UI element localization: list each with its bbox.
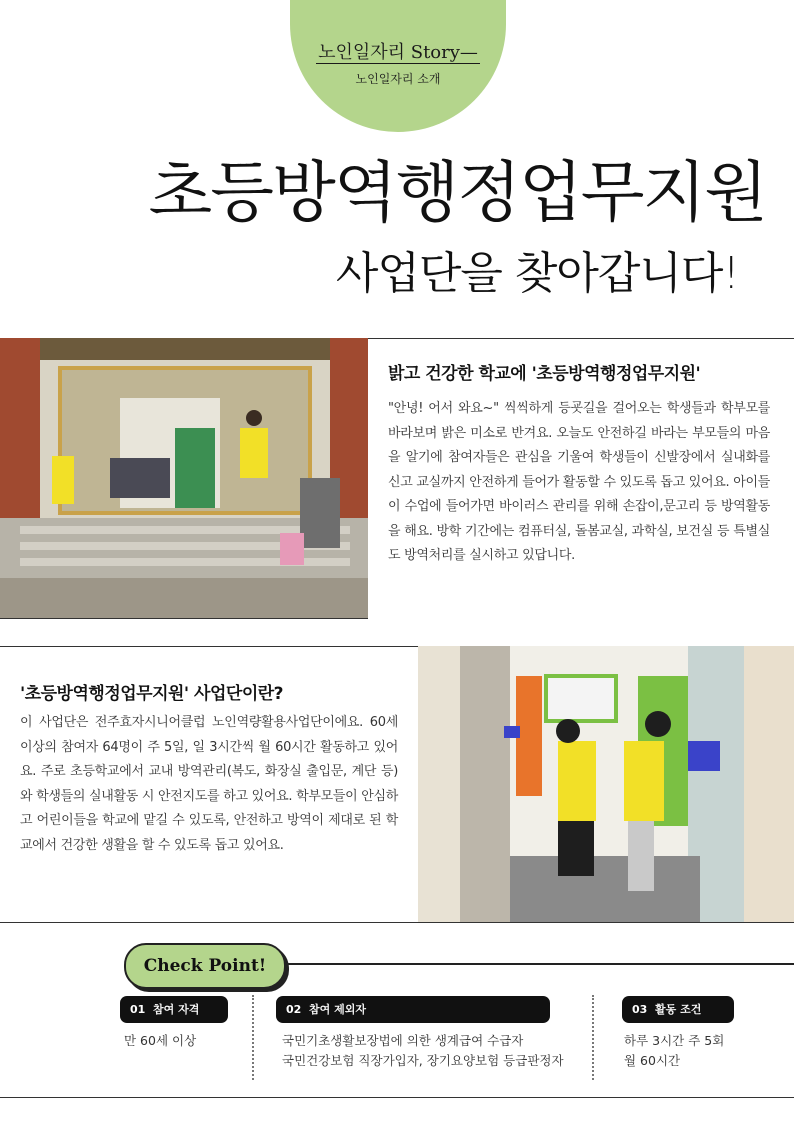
- section1-heading: 밝고 건강한 학교에 '초등방역행정업무지원': [388, 364, 701, 384]
- page-subtitle: 사업단을 찾아갑니다!: [335, 248, 739, 299]
- page-title: 초등방역행정업무지원: [148, 154, 766, 231]
- checkpoint-divider: [252, 995, 254, 1080]
- series-subtitle: 노인일자리 소개: [355, 72, 441, 86]
- checkpoint-line: [285, 963, 794, 965]
- school-entrance-photo: [0, 338, 368, 618]
- divider: [0, 646, 418, 647]
- divider: [368, 338, 794, 339]
- checkpoint-tag-1: 01 참여 자격: [120, 996, 228, 1023]
- section1-body: "안녕! 어서 와요~" 씩씩하게 등굣길을 걸어오는 학생들과 학부모를 바라보며 밝은 미소로 반겨요. 오늘도 안전하길 바라는 부모들의 마음을 알기에 참여자들은 관심을 기울여 학생들이 신발장에서 실내화를 신고 교실까지 안전하게 들어가 활동할 수 있도록 돕고 있어요. 아이들이 수업에 들어가면 바이러스 관리를 위해 손잡이,문고리 등 방역활동을 해요. 방학 기간에는 컴퓨터실, 돌봄교실, 과학실, 보건실 등 특별실도 방역처리를 실시하고 있답니다.: [388, 401, 770, 563]
- checkpoint-tag-2: 02 참여 제외자: [276, 996, 550, 1023]
- checkpoint-text-3: 하루 3시간 주 5회 월 60시간: [624, 1033, 725, 1068]
- checkpoint-divider: [592, 995, 594, 1080]
- checkpoint-text-2: 국민기초생활보장법에 의한 생계급여 수급자 국민건강보험 직장가입자, 장기요양보험 등급판정자: [282, 1033, 564, 1068]
- checkpoint-tag-3: 03 활동 조건: [622, 996, 734, 1023]
- header-badge: [290, 0, 506, 132]
- series-title: 노인일자리 Story—: [318, 42, 478, 63]
- divider: [0, 1097, 794, 1098]
- section2-body: 이 사업단은 전주효자시니어클럽 노인역량활용사업단이에요. 60세 이상의 참여자 64명이 주 5일, 일 3시간씩 월 60시간 활동하고 있어요. 주로 초등학교에서 교내 방역관리(복도, 화장실 출입문, 계단 등)와 학생들의 실내활동 시 안전지도를 하고 있어요. 학부모들이 안심하고 어린이들을 학교에 맡길 수 있도록, 안전하고 방역이 제대로 된 학교에서 건강한 생활을 할 수 있도록 돕고 있어요.: [20, 715, 398, 853]
- divider: [0, 618, 368, 619]
- checkpoint-text-1: 만 60세 이상: [124, 1033, 197, 1048]
- checkpoint-title: Check Point!: [124, 943, 286, 989]
- divider: [0, 922, 794, 923]
- restroom-disinfection-photo: [418, 646, 794, 922]
- section2-heading: '초등방역행정업무지원' 사업단이란?: [20, 684, 284, 704]
